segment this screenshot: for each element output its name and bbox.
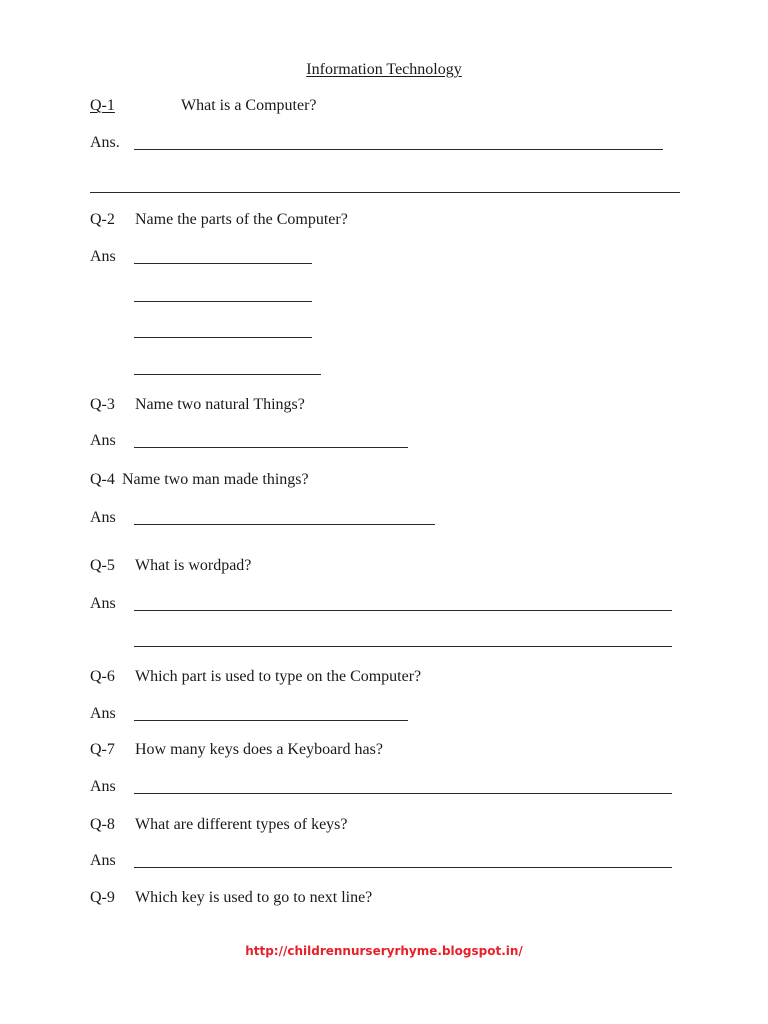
question-label: Q-2 — [90, 211, 115, 228]
answer-line[interactable] — [134, 447, 408, 448]
question-label: Q-5 — [90, 557, 115, 574]
answer-line[interactable] — [134, 720, 408, 721]
question-text: Which key is used to go to next line? — [135, 889, 373, 906]
answer-label: Ans — [90, 248, 116, 265]
answer-line[interactable] — [134, 374, 321, 375]
answer-line[interactable] — [134, 263, 312, 264]
answer-line[interactable] — [134, 149, 663, 150]
question-text: Name two natural Things? — [135, 396, 305, 413]
answer-label: Ans. — [90, 134, 120, 151]
answer-line[interactable] — [134, 867, 672, 868]
answer-line[interactable] — [134, 337, 312, 338]
page-title: Information Technology — [306, 61, 462, 78]
answer-label: Ans — [90, 778, 116, 795]
question-text: Name two man made things? — [122, 471, 309, 488]
answer-line[interactable] — [90, 192, 680, 193]
question-text: How many keys does a Keyboard has? — [135, 741, 383, 758]
answer-line[interactable] — [134, 793, 672, 794]
question-text: Name the parts of the Computer? — [135, 211, 348, 228]
question-text: What are different types of keys? — [135, 816, 348, 833]
answer-label: Ans — [90, 595, 116, 612]
question-label: Q-8 — [90, 816, 115, 833]
question-text: Which part is used to type on the Computer? — [135, 668, 422, 685]
answer-line[interactable] — [134, 301, 312, 302]
question-label: Q-4 — [90, 471, 115, 488]
question-text: What is a Computer? — [181, 97, 317, 114]
answer-line[interactable] — [134, 646, 672, 647]
question-label: Q-1 — [90, 97, 115, 114]
answer-label: Ans — [90, 432, 116, 449]
answer-label: Ans — [90, 852, 116, 869]
answer-line[interactable] — [134, 524, 435, 525]
question-label: Q-9 — [90, 889, 115, 906]
answer-label: Ans — [90, 509, 116, 526]
question-text: What is wordpad? — [135, 557, 252, 574]
answer-line[interactable] — [134, 610, 672, 611]
answer-label: Ans — [90, 705, 116, 722]
question-label: Q-3 — [90, 396, 115, 413]
question-label: Q-7 — [90, 741, 115, 758]
footer-url[interactable]: http://childrennurseryrhyme.blogspot.in/ — [245, 944, 523, 958]
question-label: Q-6 — [90, 668, 115, 685]
